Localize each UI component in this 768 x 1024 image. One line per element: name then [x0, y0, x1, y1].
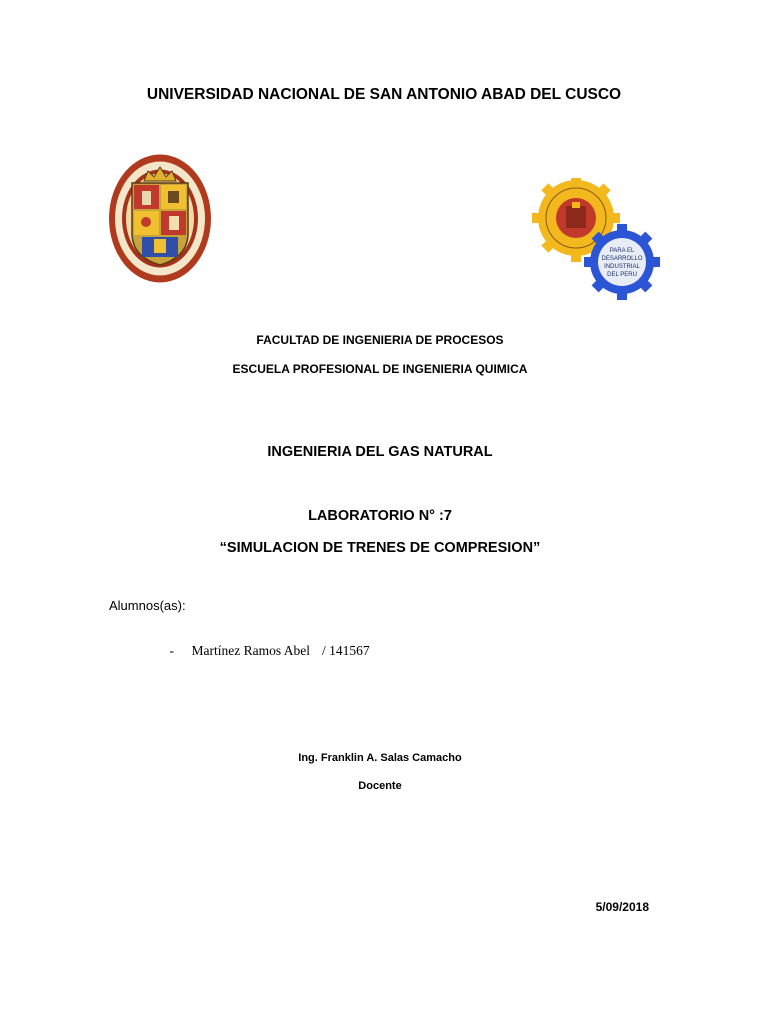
school-name: ESCUELA PROFESIONAL DE INGENIERIA QUIMICA	[232, 362, 528, 376]
student-code: / 141567	[321, 643, 370, 658]
teacher-role: Docente	[358, 780, 402, 792]
teacher-name: Ing. Franklin A. Salas Camacho	[298, 752, 462, 764]
list-bullet: -	[169, 643, 174, 658]
course-title: INGENIERIA DEL GAS NATURAL	[267, 444, 493, 460]
university-crest-icon	[108, 153, 212, 284]
faculty-name: FACULTAD DE INGENIERIA DE PROCESOS	[256, 333, 504, 347]
gear-text-line: DEL PERU	[607, 272, 637, 278]
student-name: Martínez Ramos Abel	[191, 643, 310, 658]
gear-text-line: INDUSTRIAL	[604, 264, 640, 270]
students-label: Alumnos(as):	[109, 598, 186, 613]
document-date: 5/09/2018	[595, 900, 649, 914]
gear-text-line: PARA EL	[609, 248, 635, 254]
lab-title: “SIMULACION DE TRENES DE COMPRESION”	[219, 540, 541, 556]
university-title: UNIVERSIDAD NACIONAL DE SAN ANTONIO ABAD DEL CUSCO	[146, 86, 622, 103]
engineering-gears-icon	[532, 178, 660, 300]
lab-number: LABORATORIO N° :7	[308, 508, 452, 524]
gear-text-line: DESARROLLO	[601, 256, 643, 262]
student-entry	[156, 627, 370, 675]
